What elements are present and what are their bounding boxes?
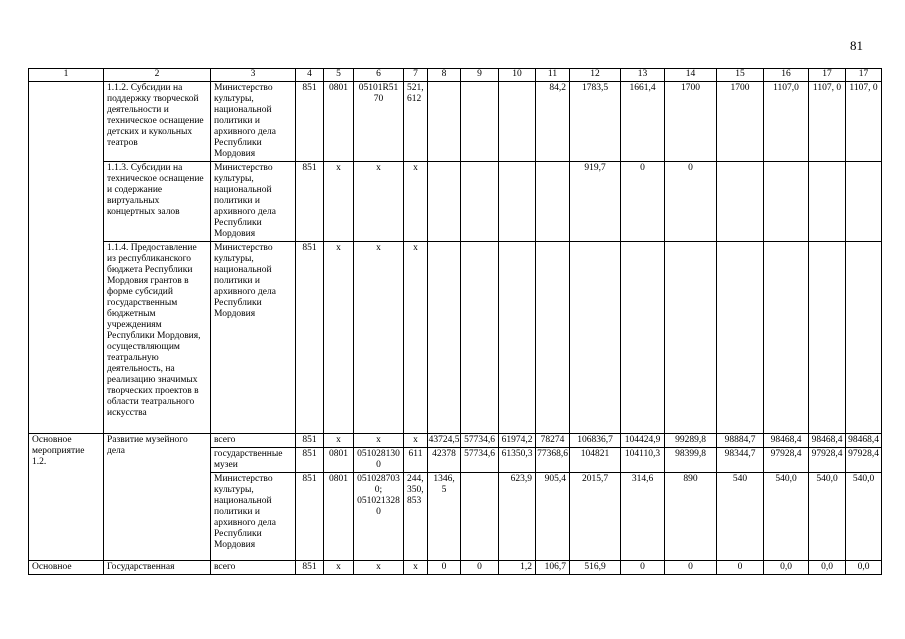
table-cell: 540,0 [764,473,809,561]
header-cell: 17 [809,69,846,82]
table-cell [809,242,846,434]
table-cell: 106836,7 [570,434,621,448]
measure-name-cell: 1.1.3. Субсидии на техническое оснащение и содержание виртуальных концертных залов [104,162,211,242]
table-cell: 84,2 [536,82,570,162]
executor-cell: Министерство культуры, национальной политики и архивного дела Республики Мордовия [211,162,296,242]
table-cell: 905,4 [536,473,570,561]
table-cell: 97928,4 [764,448,809,473]
table-cell: 0510287030; 0510213280 [354,473,404,561]
table-cell: 0,0 [764,561,809,575]
table-cell: 540 [717,473,764,561]
table-cell [461,162,499,242]
table-cell: 2015,7 [570,473,621,561]
table-cell: 1107, 0 [846,82,882,162]
executor-cell: государственные музеи [211,448,296,473]
table-cell: 106,7 [536,561,570,575]
table-cell: 0801 [324,448,354,473]
table-cell: 0 [717,561,764,575]
header-cell: 13 [621,69,665,82]
table-cell [428,162,461,242]
executor-cell: Министерство культуры, национальной политики и архивного дела Республики Мордовия [211,242,296,434]
table-cell: 98884,7 [717,434,764,448]
table-cell: 1661,4 [621,82,665,162]
header-cell: 2 [104,69,211,82]
table-cell [536,162,570,242]
table-cell: х [404,162,428,242]
table-cell: 97928,4 [846,448,882,473]
measure-name-cell: Развитие музейного дела [104,434,211,561]
header-cell: 6 [354,69,404,82]
executor-cell: всего [211,561,296,575]
table-cell: 1107, 0 [809,82,846,162]
table-cell: 0 [621,162,665,242]
table-cell: 0801 [324,473,354,561]
table-row [29,242,882,434]
table-cell: х [324,561,354,575]
executor-cell: Министерство культуры, национальной политики и архивного дела Республики Мордовия [211,82,296,162]
table-cell: 516,9 [570,561,621,575]
table-cell: 0 [621,561,665,575]
header-cell: 5 [324,69,354,82]
executor-cell: Министерство культуры, национальной политики и архивного дела Республики Мордовия [211,473,296,561]
table-cell: 61974,2 [499,434,536,448]
table-cell: 43724,5 [428,434,461,448]
table-cell: 611 [404,448,428,473]
table-cell: х [354,242,404,434]
table-cell [764,162,809,242]
table-cell: 61350,3 [499,448,536,473]
table-cell: 1107,0 [764,82,809,162]
table-cell: х [354,434,404,448]
table-cell: 521, 612 [404,82,428,162]
table-cell [428,82,461,162]
table-cell: 314,6 [621,473,665,561]
table-cell: 98468,4 [846,434,882,448]
table-cell: 0 [665,561,717,575]
table-cell [717,162,764,242]
table-row [29,434,882,448]
executor-cell: всего [211,434,296,448]
header-row [29,69,882,82]
table-cell: 1783,5 [570,82,621,162]
table-cell: 623,9 [499,473,536,561]
table-cell [29,82,104,434]
header-cell: 7 [404,69,428,82]
table-cell: 0 [461,561,499,575]
table-cell [764,242,809,434]
table-cell: 77368,6 [536,448,570,473]
table-cell: 104110,3 [621,448,665,473]
table-cell: 42378 [428,448,461,473]
table-cell: х [404,242,428,434]
main-measure-cell: Основное [29,561,104,575]
table-cell: 851 [296,561,324,575]
measure-name-cell: 1.1.4. Предоставление из республиканского бюджета Республики Мордовия грантов в форме субсидий государственным бюджетным учреждениям Республики Мордовия, осуществляющим театральную деятельность, на реализацию значимых творческих проектов в области театрального искусства [104,242,211,434]
table-cell [846,162,882,242]
table-cell [809,162,846,242]
table-cell [570,242,621,434]
table-cell: х [324,242,354,434]
table-cell: х [354,561,404,575]
budget-table [28,68,882,575]
table-cell [536,242,570,434]
table-cell [717,242,764,434]
header-cell: 9 [461,69,499,82]
header-cell: 16 [764,69,809,82]
table-cell: х [404,561,428,575]
table-cell: 851 [296,82,324,162]
table-cell: 540,0 [809,473,846,561]
header-cell: 4 [296,69,324,82]
table-cell: х [324,434,354,448]
table-cell [461,82,499,162]
table-row [29,162,882,242]
header-cell: 1 [29,69,104,82]
header-cell: 17 [846,69,882,82]
table-cell: 05101R5170 [354,82,404,162]
table-cell: 851 [296,434,324,448]
table-cell [621,242,665,434]
table-cell: 0,0 [809,561,846,575]
table-cell: 0510281300 [354,448,404,473]
table-cell: 851 [296,162,324,242]
table-cell: 99289,8 [665,434,717,448]
table-cell: 851 [296,473,324,561]
table-cell: 98468,4 [764,434,809,448]
table-cell [461,242,499,434]
page-number: 81 [850,38,863,53]
table-cell: 57734,6 [461,448,499,473]
header-cell: 8 [428,69,461,82]
table-cell: 98344,7 [717,448,764,473]
table-cell: 890 [665,473,717,561]
header-cell: 3 [211,69,296,82]
measure-name-cell: Государственная [104,561,211,575]
table-cell: 244, 350, 853 [404,473,428,561]
main-measure-cell: Основное мероприятие 1.2. [29,434,104,561]
header-cell: 14 [665,69,717,82]
table-cell: 97928,4 [809,448,846,473]
table-cell: 0 [428,561,461,575]
header-cell: 11 [536,69,570,82]
table-cell: 540,0 [846,473,882,561]
measure-name-cell: 1.1.2. Субсидии на поддержку творческой деятельности и техническое оснащение детских и кукольных театров [104,82,211,162]
table-cell [665,242,717,434]
table-cell: 919,7 [570,162,621,242]
table-cell: х [404,434,428,448]
table-cell: х [324,162,354,242]
table-cell: 1,2 [499,561,536,575]
table-cell: 1700 [717,82,764,162]
table-cell [499,162,536,242]
table-cell: 0801 [324,82,354,162]
table-cell [428,242,461,434]
table-cell: 57734,6 [461,434,499,448]
table-row [29,561,882,575]
table-cell: 0 [665,162,717,242]
table-cell [461,473,499,561]
header-cell: 12 [570,69,621,82]
header-cell: 15 [717,69,764,82]
header-cell: 10 [499,69,536,82]
table-cell: 1346,5 [428,473,461,561]
table-cell: 1700 [665,82,717,162]
table-cell: 78274 [536,434,570,448]
table-cell [499,82,536,162]
table-cell: х [354,162,404,242]
table-cell: 104821 [570,448,621,473]
table-cell: 104424,9 [621,434,665,448]
table-cell [846,242,882,434]
table-cell: 0,0 [846,561,882,575]
table-row [29,82,882,162]
table-cell: 851 [296,448,324,473]
table-cell: 98468,4 [809,434,846,448]
table-cell: 851 [296,242,324,434]
table-cell [499,242,536,434]
table-cell: 98399,8 [665,448,717,473]
